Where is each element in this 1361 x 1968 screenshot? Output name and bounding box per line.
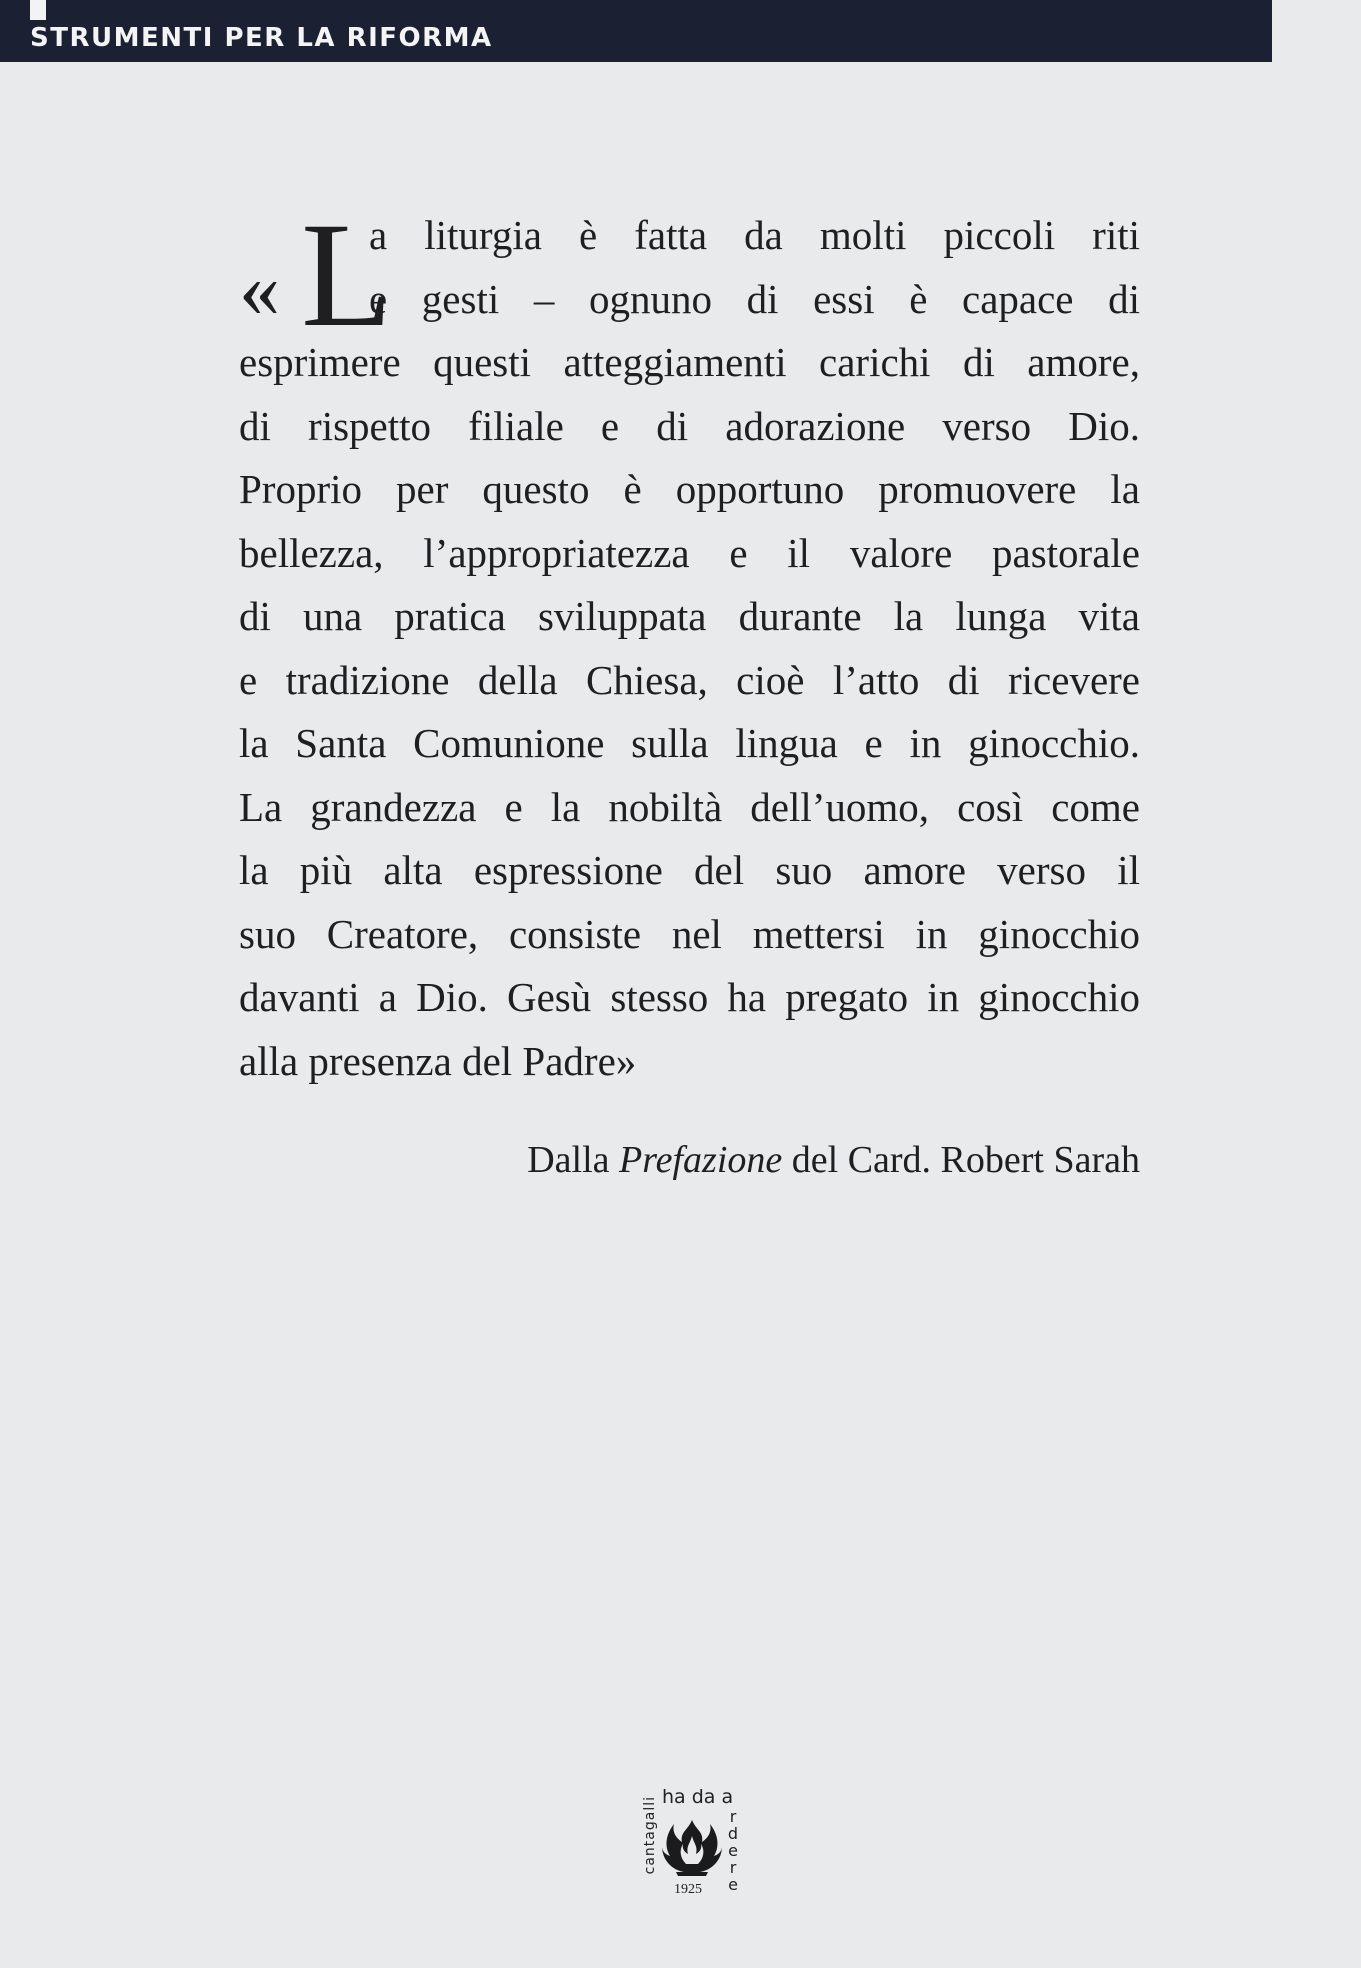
quote-line: e tradizione della Chiesa, cioè l’atto di ricevere (239, 656, 1140, 703)
logo-vertical-left-text: cantagalli (642, 1796, 658, 1875)
series-banner (0, 0, 1272, 62)
drop-cap: L (301, 192, 393, 358)
logo-vertical-right-text: rdere (727, 1807, 739, 1894)
quote-line: a liturgia è fatta da molti piccoli riti (369, 212, 1140, 258)
quote-line: di rispetto filiale e di adorazione verso Dio. (239, 402, 1140, 449)
banner-tick (30, 0, 46, 20)
quote-line: di una pratica sviluppata durante la lunga vita (239, 593, 1140, 639)
quote-line: Proprio per questo è opportuno promuovere la (239, 466, 1140, 512)
quote-line: alla presenza del Padre» (239, 1037, 637, 1084)
open-guillemet: « (239, 243, 280, 334)
quote-line: la più alta espressione del suo amore verso il (239, 847, 1140, 893)
flame-icon (662, 1816, 722, 1878)
logo-year: 1925 (674, 1882, 702, 1897)
attribution-suffix: del Card. Robert Sarah (782, 1139, 1140, 1181)
quote-line: La grandezza e la nobiltà dell’uomo, così come (239, 783, 1140, 830)
attribution (527, 1136, 1140, 1184)
publisher-logo (636, 1786, 744, 1906)
quote-line: bellezza, l’appropriatezza e il valore pastorale (239, 529, 1140, 576)
logo-top-text: ha da a (662, 1786, 734, 1808)
series-title: STRUMENTI PER LA RIFORMA (30, 23, 493, 53)
quote-line: suo Creatore, consiste nel mettersi in ginocchio (239, 910, 1140, 957)
quote-line: e gesti – ognuno di essi è capace di (369, 275, 1140, 322)
attribution-work: Prefazione (619, 1139, 783, 1181)
quote-line: la Santa Comunione sulla lingua e in ginocchio. (239, 720, 1140, 766)
quote-line: esprimere questi atteggiamenti carichi di amore, (239, 339, 1140, 385)
attribution-prefix: Dalla (527, 1139, 620, 1181)
quote-line: davanti a Dio. Gesù stesso ha pregato in ginocchio (239, 974, 1140, 1020)
quote-block (239, 192, 1140, 1093)
